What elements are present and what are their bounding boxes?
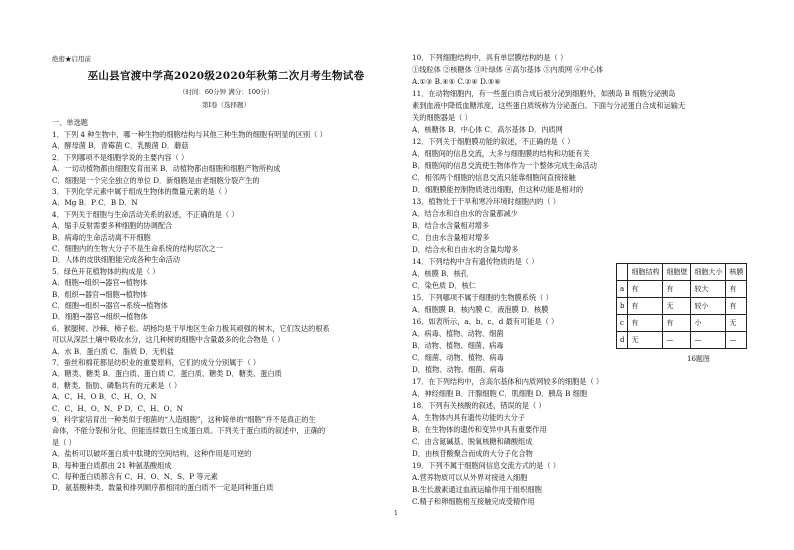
part-heading: 第Ⅰ卷（选择题） [201,101,251,109]
question-line: A．细胞→组织→器官→植物体 [52,278,148,288]
question-line: A．酵母菌 B．青霉菌 C．乳酸菌 D．蘑菇 [52,141,189,151]
question-line: C．染色质 D．核仁 [412,281,476,290]
question-line: C．每种蛋白质都含有 C、H、O、N、S、P 等元素 [52,472,218,481]
section-heading: 一、单选题 [52,118,88,127]
question-line: D．细胞膜能控制物质进出细胞，但这种功能是相对的 [412,185,584,194]
question-line: 是（ ） [52,437,76,447]
question-line: B.生长激素通过血液运输作用于组织细胞 [412,485,542,494]
table-cell: d [617,332,628,349]
question-line: A．核膜 B．核孔 [412,269,468,278]
table-cell: — [726,332,747,349]
question-line: A.营养物质可以从外界对接进入细胞 [412,473,528,482]
question-line: A．水 B．蛋白质 C．脂质 D．无机盐 [52,346,175,356]
table-cell: 有 [628,315,663,332]
question-line: C．细菌、动物、植物、病毒 [412,353,504,362]
table-cell: 无 [628,332,663,349]
table-caption: 16题图 [687,355,710,363]
table-cell: 有 [726,298,747,315]
question-line: 10．下列细胞结构中，具有单层膜结构的是（ ） [412,53,568,62]
question-line: 15．下列哪项不属于细胞的生物膜系统（ ） [412,293,553,302]
table-row [617,332,747,349]
question-line: 12．下列关于细胞膜功能的叙述，不正确的是（ ） [412,137,575,146]
table-cell: b [617,298,628,315]
question-line: A．C、H、O B．C、H、O、N [52,392,157,402]
question-line: 4．下列关于细胞与生命活动关系的叙述，不正确的是（ ） [52,209,239,219]
question-line: 2．下列哪项不是细胞学说的主要内容（ ） [52,152,189,162]
question-line: 1．下列 4 种生物中，哪一种生物的细胞结构与其他三种生物的细胞有明显的区别（ ） [52,130,327,139]
question-line: A．糖类、糖类 B．蛋白质、蛋白质 C．蛋白质、糖类 D．糖类、蛋白质 [52,369,282,379]
table-cell: 有 [726,281,747,298]
table-cell: 无 [726,315,747,332]
question-line: B．每种蛋白质都由 21 种氨基酸组成 [52,460,172,470]
table-cell: c [617,315,628,332]
question-line: 可以从深层土壤中吸收水分，这几种树的细胞中含量最多的化合物是（ ） [52,335,285,345]
question-line: D．植物、动物、细菌、病毒 [412,365,505,374]
question-line: B．在生物体的遗传和变异中具有重要作用 [412,425,547,434]
question-line: B．细胞间的信息交流使生物体作为一个整体完成生命活动 [412,161,597,170]
question-line: A．生物体内具有遗传功能的大分子 [412,413,526,422]
question-line: A．细胞间的信息交流，大多与细胞膜的结构和功能有关 [412,149,590,158]
table-header-cell [617,264,628,281]
table-cell: 有 [628,281,663,298]
table-header-cell: 细胞结构 [628,264,663,281]
question-line: A．缩手反射需要多种细胞的协调配合 [52,221,173,231]
table-cell: — [691,332,726,349]
question-line: C．自由水含量相对增多 [412,233,490,242]
question-line: A．Mg B．P C．B D．N [52,198,138,208]
question-line: 17．在下列结构中，含高尔基体和内质网较多的细胞是（ ） [412,377,604,386]
table-row [617,298,747,315]
table-cell: — [663,332,691,349]
question-line: A．盐析可以破坏蛋白质中肽键的空间结构，这种作用是可逆的 [52,449,252,459]
question-line: C．由含氮碱基、脱氧核糖和磷酸组成 [412,437,533,446]
question-line: A．神经细胞 B．汗腺细胞 C．肌细胞 D．胰岛 B 细胞 [412,389,588,398]
question-line: B．组织→器官→细胞→植物体 [52,289,148,299]
question-line: 6．猴腿树、沙棘、樟子松、胡杨均是干旱地区生命力极其顽强的树木，它们发达的根系 [52,323,330,333]
question-line: ①线粒体 ②核糖体 ③叶绿体 ④高尔基体 ⑤内质网 ⑥中心体 [412,65,604,74]
question-line: 5．绿色开花植物体的构成是（ ） [52,266,160,276]
question-line: 11．在动物细胞内，有一些蛋白质合成后被分泌到细胞外，如胰岛 B 细胞分泌胰岛 [412,89,676,98]
question-line: 3．下列化学元素中属于组成生物体的微量元素的是（ ） [52,187,232,196]
table-row [617,315,747,332]
question-line: 命体，不能分裂和分化，但能连续数日生成蛋白质。下列关于蛋白质的叙述中，正确的 [52,426,326,436]
table-header-cell: 核膜 [726,264,747,281]
question-line: D．人体的皮肤细胞能完成各种生命活动 [52,255,180,265]
question-line: 14．下列结构中含有遗传物质的是（ ） [412,257,539,266]
question-line: 关的细胞器是（ ） [412,113,472,122]
question-line: 8．糖类、脂肪、磷脂共有的元素是（ ） [52,380,182,390]
exam-title: 巫山县官渡中学高2020级2020年秋第二次月考生物试卷 [87,70,365,82]
table-cell: 有 [663,281,691,298]
secret-mark: 绝密★启用前 [52,55,91,63]
question-line: A．结合水和自由水的含量都减少 [412,209,518,218]
question-line: C．细胞内的生物大分子不是生命系统的结构层次之一 [52,244,223,253]
table-header-cell: 细胞大小 [691,264,726,281]
question-line: A．病毒、植物、动物、细菌 [412,329,504,338]
table-cell: 较大 [691,281,726,298]
table-cell: 小 [691,315,726,332]
question-line: C．细胞→组织→器官→系统→植物体 [52,301,168,310]
question-line: A．一切动植物都由细胞发育而来 B．动植物都由细胞和细胞产物所构成 [52,164,281,174]
table-cell: a [617,281,628,298]
question-line: D．细胞→器官→组织→植物体 [52,312,148,322]
question-line: B．病毒的生命活动离不开细胞 [52,232,151,242]
question-line: A．细胞膜 B．核内膜 C．液泡膜 D．核膜 [412,305,549,314]
question-line: 7．蚕丝和棉花都是纺织业的重要原料，它们的成分分别属于（ ） [52,358,261,367]
question-line: 13．植物处于干旱和寒冷环境时细胞内的（ ） [412,197,560,206]
page-number: 1 [394,510,398,517]
table-cell: 较小 [691,298,726,315]
question-line: B．动物、植物、细菌、病毒 [412,341,504,350]
question-line: A．核糖体 B．中心体 C．高尔基体 D．内质网 [412,125,563,134]
question-16-table [616,263,747,349]
question-line: 19．下列不属于细胞间信息交流方式的是（ ） [412,461,560,470]
exam-subtitle: （时间：60分钟 满分：100分） [178,88,274,96]
question-line: C.精子和卵细胞相互接触完成受精作用 [412,497,535,506]
question-line: C．C、H、O、N、P D．C、H、O、N [52,403,183,413]
question-line: C．相邻两个细胞的信息交流只能靠细胞间直接接触 [412,173,576,182]
question-line: D．氨基酸种类、数量和排列顺序都相同的蛋白质不一定是同种蛋白质 [52,483,274,493]
table-row [617,281,747,298]
table-header-row [617,264,747,281]
table-cell: 无 [663,298,691,315]
table-cell: 有 [663,315,691,332]
question-line: 16．如表所示，a、b、c、d 最有可能是（ ） [412,317,559,326]
question-line: D．由核苷酸聚合而成的大分子化合物 [412,449,533,458]
question-line: 素到血液中降低血糖浓度，这些蛋白质统称为分泌蛋白。下面与分泌蛋白合成和运输无 [412,101,686,110]
question-line: 18．下列有关核酸的叙述，错误的是（ ） [412,401,546,410]
question-line: C．细胞是一个完全独立的单位 D．新细胞是由老细胞分裂产生的 [52,175,260,185]
table-cell: 有 [628,298,663,315]
question-line: 9．科学家培育出一种类似于细菌的“人造细胞”，这种简单的“细胞”并不是真正的生 [52,415,316,424]
question-line: A.①③ B.④⑤ C.②④ D.⑤⑥ [412,77,501,86]
question-line: B．结合水含量相对增多 [412,221,490,230]
question-line: D．结合水和自由水的含量均增多 [412,245,519,254]
table-header-cell: 细胞壁 [663,264,691,281]
